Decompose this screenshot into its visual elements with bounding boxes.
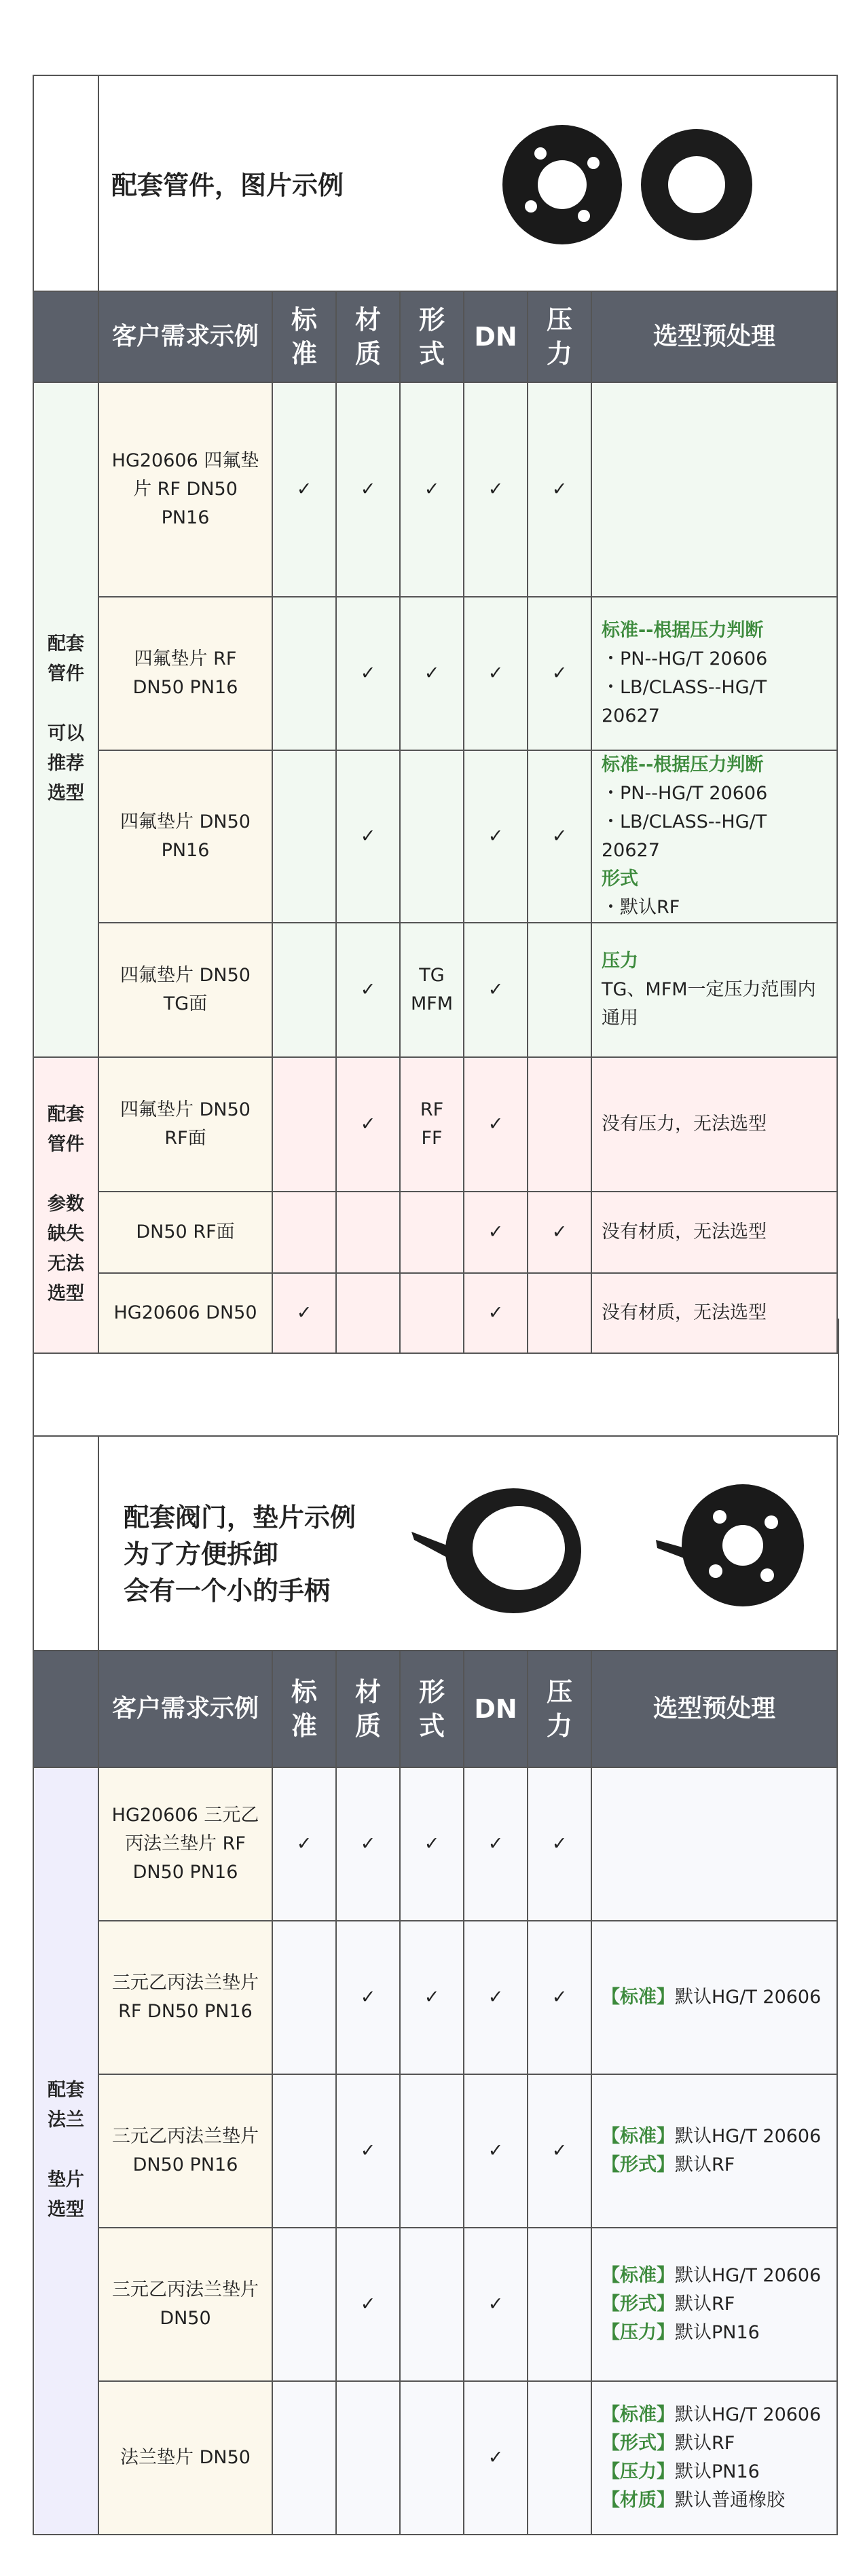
group-label xyxy=(33,1057,98,1353)
preprocess-notes xyxy=(591,1921,837,2074)
standard-check xyxy=(272,2228,336,2381)
header-preprocess: 选型预处理 xyxy=(591,1651,837,1767)
header-standard: 标准 xyxy=(272,291,336,382)
preprocess-notes xyxy=(591,1057,837,1192)
intro-cell xyxy=(98,75,837,291)
group-label-line: 配套 xyxy=(48,1104,84,1125)
standard-check xyxy=(272,1192,336,1273)
preprocess-tag: 【形式】 xyxy=(602,2433,675,2454)
gasket-images xyxy=(405,1469,826,1619)
group-label-line: 选型 xyxy=(48,1283,84,1304)
form-cell xyxy=(400,2074,464,2228)
standard-check xyxy=(272,1057,336,1192)
pressure-check: ✓ xyxy=(528,1921,591,2074)
material-check: ✓ xyxy=(336,2074,400,2228)
form-cell-line: RF xyxy=(420,1099,444,1120)
form-cell: ✓ xyxy=(400,1767,464,1921)
form-cell: ✓ xyxy=(400,1921,464,2074)
table-row xyxy=(33,2228,837,2381)
material-check: ✓ xyxy=(336,1921,400,2074)
form-cell xyxy=(400,2228,464,2381)
preprocess-line xyxy=(602,2122,827,2151)
preprocess-text: 默认HG/T 20606 xyxy=(675,2265,822,2286)
preprocess-text: 默认RF xyxy=(675,2154,735,2175)
preprocess-text: 默认HG/T 20606 xyxy=(675,1987,822,2008)
customer-example: HG20606 四氟垫片 RF DN50 PN16 xyxy=(98,382,272,597)
table-row xyxy=(33,1767,837,1921)
form-cell-line: TG xyxy=(419,965,445,986)
form-cell xyxy=(400,923,464,1057)
preprocess-line: 压力 xyxy=(602,951,638,972)
preprocess-tag: 【形式】 xyxy=(602,2154,675,2175)
pressure-check: ✓ xyxy=(528,2074,591,2228)
table-row xyxy=(33,2381,837,2535)
preprocess-line: 通用 xyxy=(602,1008,638,1029)
standard-check: ✓ xyxy=(272,382,336,597)
dn-check: ✓ xyxy=(464,2074,528,2228)
preprocess-line: 形式 xyxy=(602,868,638,889)
dn-check: ✓ xyxy=(464,1273,528,1353)
group-label-line xyxy=(34,2136,98,2166)
preprocess-line: ・LB/CLASS--HG/T 20627 xyxy=(602,677,767,726)
preprocess-notes xyxy=(591,2074,837,2228)
table-header xyxy=(33,291,837,382)
table-row xyxy=(33,1057,837,1192)
form-cell-line: FF xyxy=(421,1128,443,1149)
preprocess-tag: 【压力】 xyxy=(602,2322,675,2343)
intro-spacer xyxy=(33,75,98,291)
header-standard: 标准 xyxy=(272,1651,336,1767)
pressure-check: ✓ xyxy=(528,382,591,597)
pressure-check xyxy=(528,2381,591,2535)
group-label xyxy=(33,1767,98,2535)
customer-example: HG20606 三元乙丙法兰垫片 RF DN50 PN16 xyxy=(98,1767,272,1921)
preprocess-tag: 【标准】 xyxy=(602,2126,675,2147)
material-check: ✓ xyxy=(336,923,400,1057)
table-row xyxy=(33,750,837,923)
preprocess-line xyxy=(602,2458,827,2486)
pressure-check xyxy=(528,2228,591,2381)
preprocess-line xyxy=(602,2290,827,2319)
table-row xyxy=(33,382,837,597)
preprocess-notes xyxy=(591,382,837,597)
preprocess-notes xyxy=(591,1192,837,1273)
pressure-check: ✓ xyxy=(528,597,591,750)
preprocess-line: 标准--根据压力判断 xyxy=(602,620,764,641)
group-label-line xyxy=(34,1160,98,1190)
group-label-line: 缺失 xyxy=(48,1223,84,1245)
group-label-line xyxy=(34,690,98,720)
preprocess-line: TG、MFM一定压力范围内 xyxy=(602,979,816,1000)
handle-flange-gasket-image xyxy=(656,1484,804,1606)
form-cell-line: MFM xyxy=(410,993,454,1014)
preprocess-notes xyxy=(591,1767,837,1921)
dn-check: ✓ xyxy=(464,923,528,1057)
preprocess-tag: 【标准】 xyxy=(602,1987,675,2008)
preprocess-tag: 【形式】 xyxy=(602,2294,675,2315)
group-label-line: 选型 xyxy=(48,783,84,804)
group-label-line: 选型 xyxy=(48,2199,84,2220)
header-customer: 客户需求示例 xyxy=(98,1651,272,1767)
group-label-line: 可以 xyxy=(48,723,84,744)
customer-example: 四氟垫片 RF DN50 PN16 xyxy=(98,597,272,750)
header-pressure: 压力 xyxy=(528,291,591,382)
preprocess-line xyxy=(602,2486,827,2515)
table-row xyxy=(33,1192,837,1273)
preprocess-text: 默认RF xyxy=(675,2433,735,2454)
material-check xyxy=(336,2381,400,2535)
dn-check: ✓ xyxy=(464,1921,528,2074)
standard-check: ✓ xyxy=(272,1273,336,1353)
customer-example: 三元乙丙法兰垫片 DN50 PN16 xyxy=(98,2074,272,2228)
preprocess-notes xyxy=(591,2228,837,2381)
standard-check xyxy=(272,2381,336,2535)
preprocess-line: ・PN--HG/T 20606 xyxy=(602,648,768,669)
header-customer: 客户需求示例 xyxy=(98,291,272,382)
material-check: ✓ xyxy=(336,1767,400,1921)
group-label-line: 参数 xyxy=(48,1194,84,1215)
preprocess-text: 默认HG/T 20606 xyxy=(675,2404,822,2425)
intro-spacer xyxy=(33,1436,98,1651)
section-gap xyxy=(33,1319,839,1435)
preprocess-line xyxy=(602,2319,827,2347)
form-cell xyxy=(400,1057,464,1192)
material-check xyxy=(336,1192,400,1273)
preprocess-line xyxy=(602,2151,827,2179)
table-header xyxy=(33,1651,837,1767)
header-spacer xyxy=(33,291,98,382)
ring-gasket-image xyxy=(641,129,752,240)
preprocess-tag: 【标准】 xyxy=(602,2404,675,2425)
standard-check: ✓ xyxy=(272,1767,336,1921)
preprocess-line: 标准--根据压力判断 xyxy=(602,754,764,775)
group-label-line: 垫片 xyxy=(48,2169,84,2190)
preprocess-line xyxy=(602,2429,827,2458)
customer-example: 四氟垫片 DN50 RF面 xyxy=(98,1057,272,1192)
dn-check: ✓ xyxy=(464,750,528,923)
table-row xyxy=(33,597,837,750)
pressure-check: ✓ xyxy=(528,1767,591,1921)
standard-check xyxy=(272,597,336,750)
preprocess-notes xyxy=(591,750,837,923)
group-label-line: 推荐 xyxy=(48,753,84,774)
preprocess-line: ・默认RF xyxy=(602,897,680,918)
dn-check: ✓ xyxy=(464,2228,528,2381)
dn-check: ✓ xyxy=(464,1192,528,1273)
table-row xyxy=(33,1921,837,2074)
preprocess-notes xyxy=(591,2381,837,2535)
dn-check: ✓ xyxy=(464,1767,528,1921)
form-cell xyxy=(400,2381,464,2535)
preprocess-notes xyxy=(591,597,837,750)
pressure-check: ✓ xyxy=(528,1192,591,1273)
customer-example: 四氟垫片 DN50 TG面 xyxy=(98,923,272,1057)
form-cell xyxy=(400,1192,464,1273)
flange-gasket-image xyxy=(502,125,622,244)
customer-example: 法兰垫片 DN50 xyxy=(98,2381,272,2535)
header-dn: DN xyxy=(464,1651,528,1767)
intro-title: 配套阀门，垫片示例 为了方便拆卸 会有一个小的手柄 xyxy=(124,1503,356,1606)
preprocess-tag: 【材质】 xyxy=(602,2490,675,2511)
table-row xyxy=(33,2074,837,2228)
intro-title: 配套管件，图片示例 xyxy=(111,170,344,200)
header-dn: DN xyxy=(464,291,528,382)
gasket-images xyxy=(500,122,758,251)
intro-cell xyxy=(98,1436,837,1651)
pressure-check xyxy=(528,1057,591,1192)
header-form: 形式 xyxy=(400,1651,464,1767)
header-pressure: 压力 xyxy=(528,1651,591,1767)
valve-gasket-table xyxy=(33,1435,838,2535)
group-label-line: 法兰 xyxy=(48,2110,84,2131)
preprocess-line: ・LB/CLASS--HG/T 20627 xyxy=(602,811,767,861)
group-label-line: 无法 xyxy=(48,1253,84,1274)
header-material: 材质 xyxy=(336,291,400,382)
preprocess-line xyxy=(602,2401,827,2429)
customer-example: 四氟垫片 DN50 PN16 xyxy=(98,750,272,923)
form-cell: ✓ xyxy=(400,597,464,750)
preprocess-notes xyxy=(591,923,837,1057)
preprocess-tag: 【标准】 xyxy=(602,2265,675,2286)
preprocess-text: 默认HG/T 20606 xyxy=(675,2126,822,2147)
dn-check: ✓ xyxy=(464,2381,528,2535)
preprocess-text: 默认RF xyxy=(675,2294,735,2315)
group-label-line: 管件 xyxy=(48,663,84,684)
dn-check: ✓ xyxy=(464,382,528,597)
standard-check xyxy=(272,750,336,923)
preprocess-tag: 【压力】 xyxy=(602,2461,675,2482)
material-check: ✓ xyxy=(336,382,400,597)
header-spacer xyxy=(33,1651,98,1767)
preprocess-line: 没有材质，无法选型 xyxy=(602,1302,767,1323)
customer-example: 三元乙丙法兰垫片 RF DN50 PN16 xyxy=(98,1921,272,2074)
customer-example: DN50 RF面 xyxy=(98,1192,272,1273)
standard-check xyxy=(272,923,336,1057)
pipe-fitting-table xyxy=(33,75,838,1354)
customer-example: 三元乙丙法兰垫片 DN50 xyxy=(98,2228,272,2381)
pressure-check xyxy=(528,923,591,1057)
preprocess-text: 默认PN16 xyxy=(675,2461,760,2482)
standard-check xyxy=(272,2074,336,2228)
preprocess-line: 没有压力，无法选型 xyxy=(602,1114,767,1135)
preprocess-text: 默认PN16 xyxy=(675,2322,760,2343)
preprocess-line xyxy=(602,2262,827,2290)
header-preprocess: 选型预处理 xyxy=(591,291,837,382)
group-label-line: 配套 xyxy=(48,633,84,655)
header-material: 材质 xyxy=(336,1651,400,1767)
handle-ring-gasket-image xyxy=(411,1488,581,1613)
form-cell xyxy=(400,750,464,923)
preprocess-text: 默认普通橡胶 xyxy=(675,2490,785,2511)
material-check: ✓ xyxy=(336,1057,400,1192)
form-cell: ✓ xyxy=(400,382,464,597)
dn-check: ✓ xyxy=(464,597,528,750)
dn-check: ✓ xyxy=(464,1057,528,1192)
preprocess-line xyxy=(602,1983,827,2012)
preprocess-line: ・PN--HG/T 20606 xyxy=(602,783,768,804)
pressure-check: ✓ xyxy=(528,750,591,923)
table-row xyxy=(33,923,837,1057)
material-check: ✓ xyxy=(336,2228,400,2381)
material-check: ✓ xyxy=(336,597,400,750)
material-check: ✓ xyxy=(336,750,400,923)
header-form: 形式 xyxy=(400,291,464,382)
group-label-line: 配套 xyxy=(48,2080,84,2101)
preprocess-line: 没有材质，无法选型 xyxy=(602,1221,767,1243)
group-label-line: 管件 xyxy=(48,1134,84,1155)
group-label xyxy=(33,382,98,1057)
standard-check xyxy=(272,1921,336,2074)
customer-example: HG20606 DN50 xyxy=(98,1273,272,1353)
